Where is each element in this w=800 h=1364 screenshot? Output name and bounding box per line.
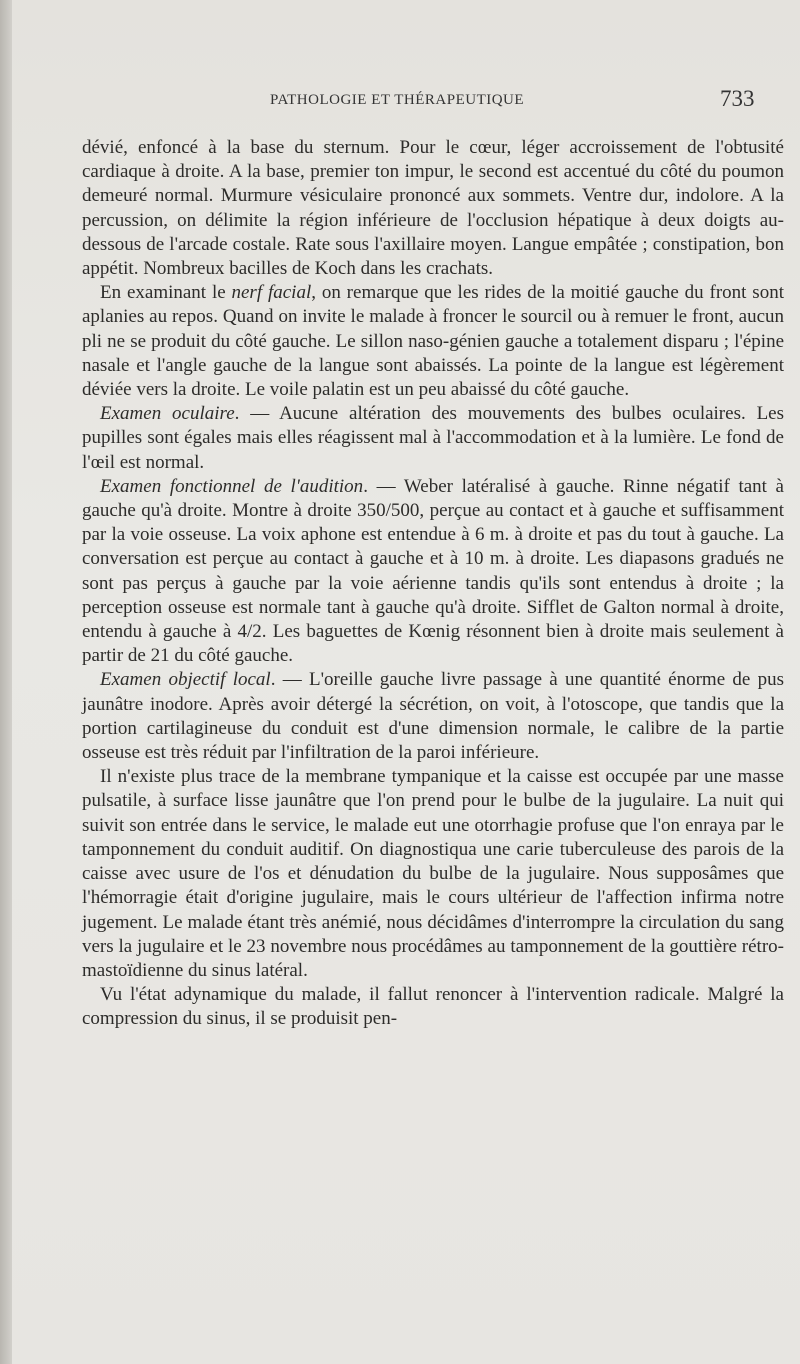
paragraph-2-term: nerf facial: [231, 282, 312, 304]
paragraph-3-heading: Examen oculaire: [100, 403, 235, 425]
paragraph-3-text: . — Aucune altération des mouvements des bulbes oculaires. Les pupilles sont égales mais elles réagissent mal à l'accommodation et à la lumière. Le fond de l'œil est normal.: [82, 403, 784, 473]
body-text: [82, 136, 784, 1032]
running-title: PATHOLOGIE ET THÉRAPEUTIQUE: [270, 92, 525, 108]
paragraph-4-text: . — Weber latéralisé à gauche. Rinne négatif tant à gauche qu'à droite. Montre à droite 350/500, perçue au contact et à gauche et suffisamment par la voie osseuse. La voix aphone est entendue à 6 m. à droite et pas du tout à gauche. La conversation est perçue au contact à gauche et à 10 m. à droite. Les diapasons gradués ne sont pas perçus à gauche par la voie aérienne tandis qu'ils sont entendus à droite ; la perception osseuse est normale tant à gauche qu'à droite. Sifflet de Galton normal à droite, entendu à gauche à 4/2. Les baguettes de Kœnig résonnent bien à droite mais seulement à partir de 21 du côté gauche.: [82, 475, 784, 667]
paragraph-2-text-a: En examinant le: [100, 282, 232, 304]
paragraph-1: dévié, enfoncé à la base du sternum. Pour le cœur, léger accroissement de l'obtusité cardiaque à droite. A la base, premier ton impur, le second est accentué du côté du poumon demeuré normal. Murmure vésiculaire prononcé aux sommets. Ventre dur, indolore. A la percussion, on délimite la région inférieure de l'occlusion hépatique à deux doigts au-dessous de l'arcade costale. Rate sous l'axillaire moyen. Langue empâtée ; constipation, bon appétit. Nombreux bacilles de Koch dans les crachats.: [82, 137, 784, 280]
page-number: 733: [720, 86, 755, 111]
paragraph-3: [82, 402, 784, 475]
paragraph-2: [82, 281, 784, 402]
paragraph-4-heading: Examen fonctionnel de l'audition: [100, 475, 364, 497]
book-page: [12, 0, 800, 1364]
paragraph-5-text: . — L'oreille gauche livre passage à une quantité énorme de pus jaunâtre inodore. Après avoir détergé la sécrétion, on voit, à l'otoscope, que tandis que la portion cartilagineuse du conduit est d'une dimension normale, le calibre de la partie osseuse est très réduit par l'infiltration de la paroi inférieure.: [82, 669, 784, 764]
page-edge-shadow: [0, 0, 12, 1364]
paragraph-5-heading: Examen objectif local: [100, 669, 271, 691]
paragraph-5: [82, 668, 784, 765]
page-header: [12, 84, 800, 124]
paragraph-4: [82, 475, 784, 669]
paragraph-2-text-b: , on remarque que les rides de la moitié gauche du front sont aplanies au repos. Quand on invite le malade à froncer le sourcil ou à remuer le front, aucun pli ne se produit du côté gauche. Le sillon naso-génien gauche a totalement disparu ; l'épine nasale et l'angle gauche de la langue sont abaissés. La pointe de la langue est légèrement déviée vers la droite. Le voile palatin est un peu abaissé du côté gauche.: [82, 282, 784, 401]
paragraph-6: Il n'existe plus trace de la membrane tympanique et la caisse est occupée par une masse pulsatile, à surface lisse jaunâtre que l'on prend pour le bulbe de la jugulaire. La nuit qui suivit son entrée dans le service, le malade eut une otorrhagie profuse que l'on enraya par le tamponnement du conduit auditif. On diagnostiqua une carie tuberculeuse des parois de la caisse avec usure de l'os et dénudation du bulbe de la jugulaire. Nous supposâmes que l'hémorragie était d'origine jugulaire, mais le cours ultérieur de l'affection infirma notre jugement. Le malade étant très anémié, nous décidâmes d'interrompre la circulation du sang vers la jugulaire et le 23 novembre nous procédâmes au tamponnement de la gouttière rétro-mastoïdienne du sinus latéral.: [82, 766, 784, 981]
paragraph-7: Vu l'état adynamique du malade, il fallut renoncer à l'intervention radicale. Malgré la compression du sinus, il se produisit pen-: [82, 984, 784, 1030]
